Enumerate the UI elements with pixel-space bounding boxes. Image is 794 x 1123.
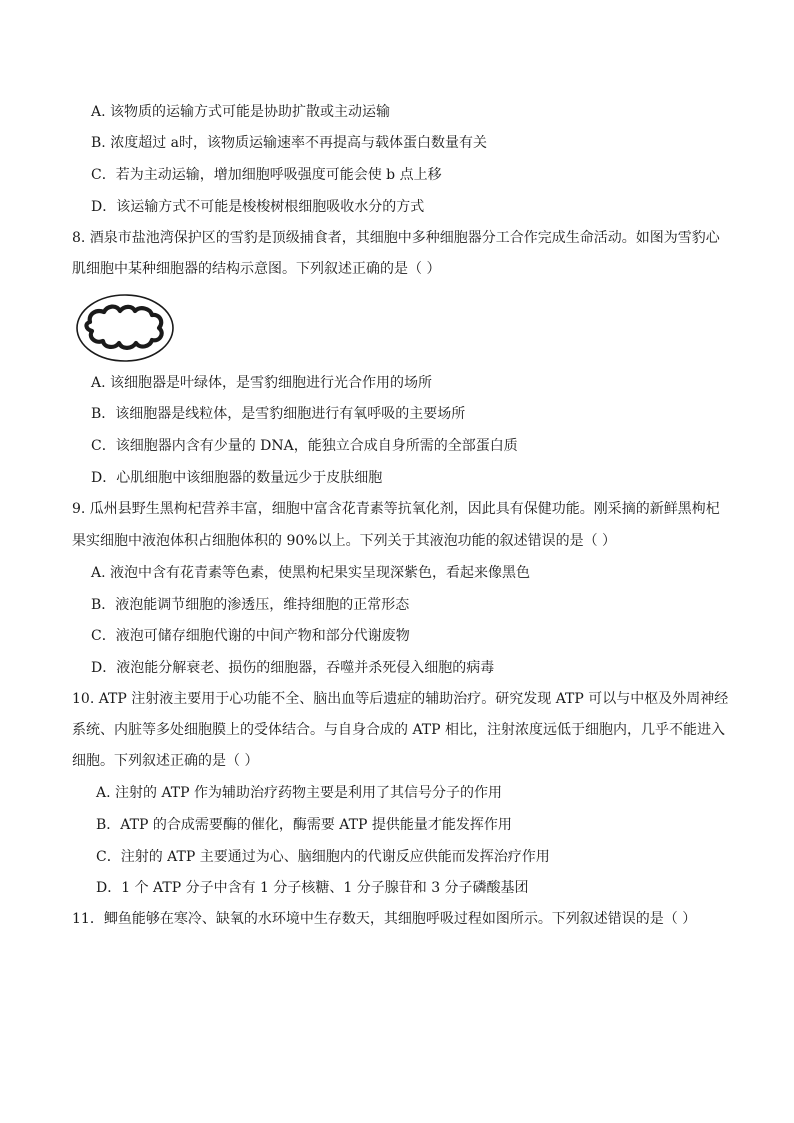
q8-option-b: B．该细胞器是线粒体，是雪豹细胞进行有氧呼吸的主要场所 — [91, 406, 466, 422]
q8-option-c: C．该细胞器内含有少量的 DNA，能独立合成自身所需的全部蛋白质 — [91, 438, 518, 454]
q8-option-a: A. 该细胞器是叶绿体，是雪豹细胞进行光合作用的场所 — [91, 375, 433, 391]
q9-option-b: B．液泡能调节细胞的渗透压，维持细胞的正常形态 — [91, 597, 410, 613]
q8-stem-line-1: 8. 酒泉市盐池湾保护区的雪豹是顶级捕食者，其细胞中多种细胞器分工合作完成生命活动。如图为雪豹心 — [72, 230, 720, 246]
mitochondrion-diagram — [74, 292, 176, 364]
q7-option-b: B. 浓度超过 a时，该物质运输速率不再提高与载体蛋白数量有关 — [91, 135, 487, 151]
q10-stem-line-2: 系统、内脏等多处细胞膜上的受体结合。与自身合成的 ATP 相比，注射浓度远低于细胞内，几乎不能进入 — [72, 722, 726, 738]
q9-option-c: C．液泡可储存细胞代谢的中间产物和部分代谢废物 — [91, 628, 410, 644]
q10-option-b: B．ATP 的合成需要酶的催化，酶需要 ATP 提供能量才能发挥作用 — [96, 817, 512, 833]
q9-stem-line-1: 9. 瓜州县野生黑枸杞营养丰富，细胞中富含花青素等抗氧化剂，因此具有保健功能。刚采摘的新鲜黑枸杞 — [72, 501, 720, 517]
q10-stem-line-1: 10. ATP 注射液主要用于心功能不全、脑出血等后遗症的辅助治疗。研究发现 ATP 可以与中枢及外周神经 — [72, 691, 729, 707]
q7-option-a: A. 该物质的运输方式可能是协助扩散或主动运输 — [91, 104, 391, 120]
q10-option-a: A. 注射的 ATP 作为辅助治疗药物主要是利用了其信号分子的作用 — [96, 785, 503, 801]
inner-membrane-cristae — [86, 307, 161, 348]
q7-option-d: D．该运输方式不可能是梭梭树根细胞吸收水分的方式 — [91, 199, 425, 215]
q8-stem-line-2: 肌细胞中某种细胞器的结构示意图。下列叙述正确的是（ ） — [72, 261, 441, 277]
q11-stem-line-1: 11．鲫鱼能够在寒冷、缺氧的水环境中生存数天，其细胞呼吸过程如图所示。下列叙述错误的是（ ） — [72, 911, 697, 927]
q10-stem-line-3: 细胞。下列叙述正确的是（ ） — [72, 753, 259, 769]
q9-stem-line-2: 果实细胞中液泡体积占细胞体积的 90%以上。下列关于其液泡功能的叙述错误的是（ ） — [72, 533, 617, 549]
q8-option-d: D．心肌细胞中该细胞器的数量远少于皮肤细胞 — [91, 470, 383, 486]
q10-option-c: C．注射的 ATP 主要通过为心、脑细胞内的代谢反应供能而发挥治疗作用 — [96, 849, 550, 865]
q9-option-d: D．液泡能分解衰老、损伤的细胞器，吞噬并杀死侵入细胞的病毒 — [91, 660, 495, 676]
q7-option-c: C．若为主动运输，增加细胞呼吸强度可能会使 b 点上移 — [91, 167, 442, 183]
q10-option-d: D．1 个 ATP 分子中含有 1 分子核糖、1 分子腺苷和 3 分子磷酸基团 — [96, 880, 529, 896]
q9-option-a: A. 液泡中含有花青素等色素，使黑枸杞果实呈现深紫色，看起来像黑色 — [91, 565, 531, 581]
